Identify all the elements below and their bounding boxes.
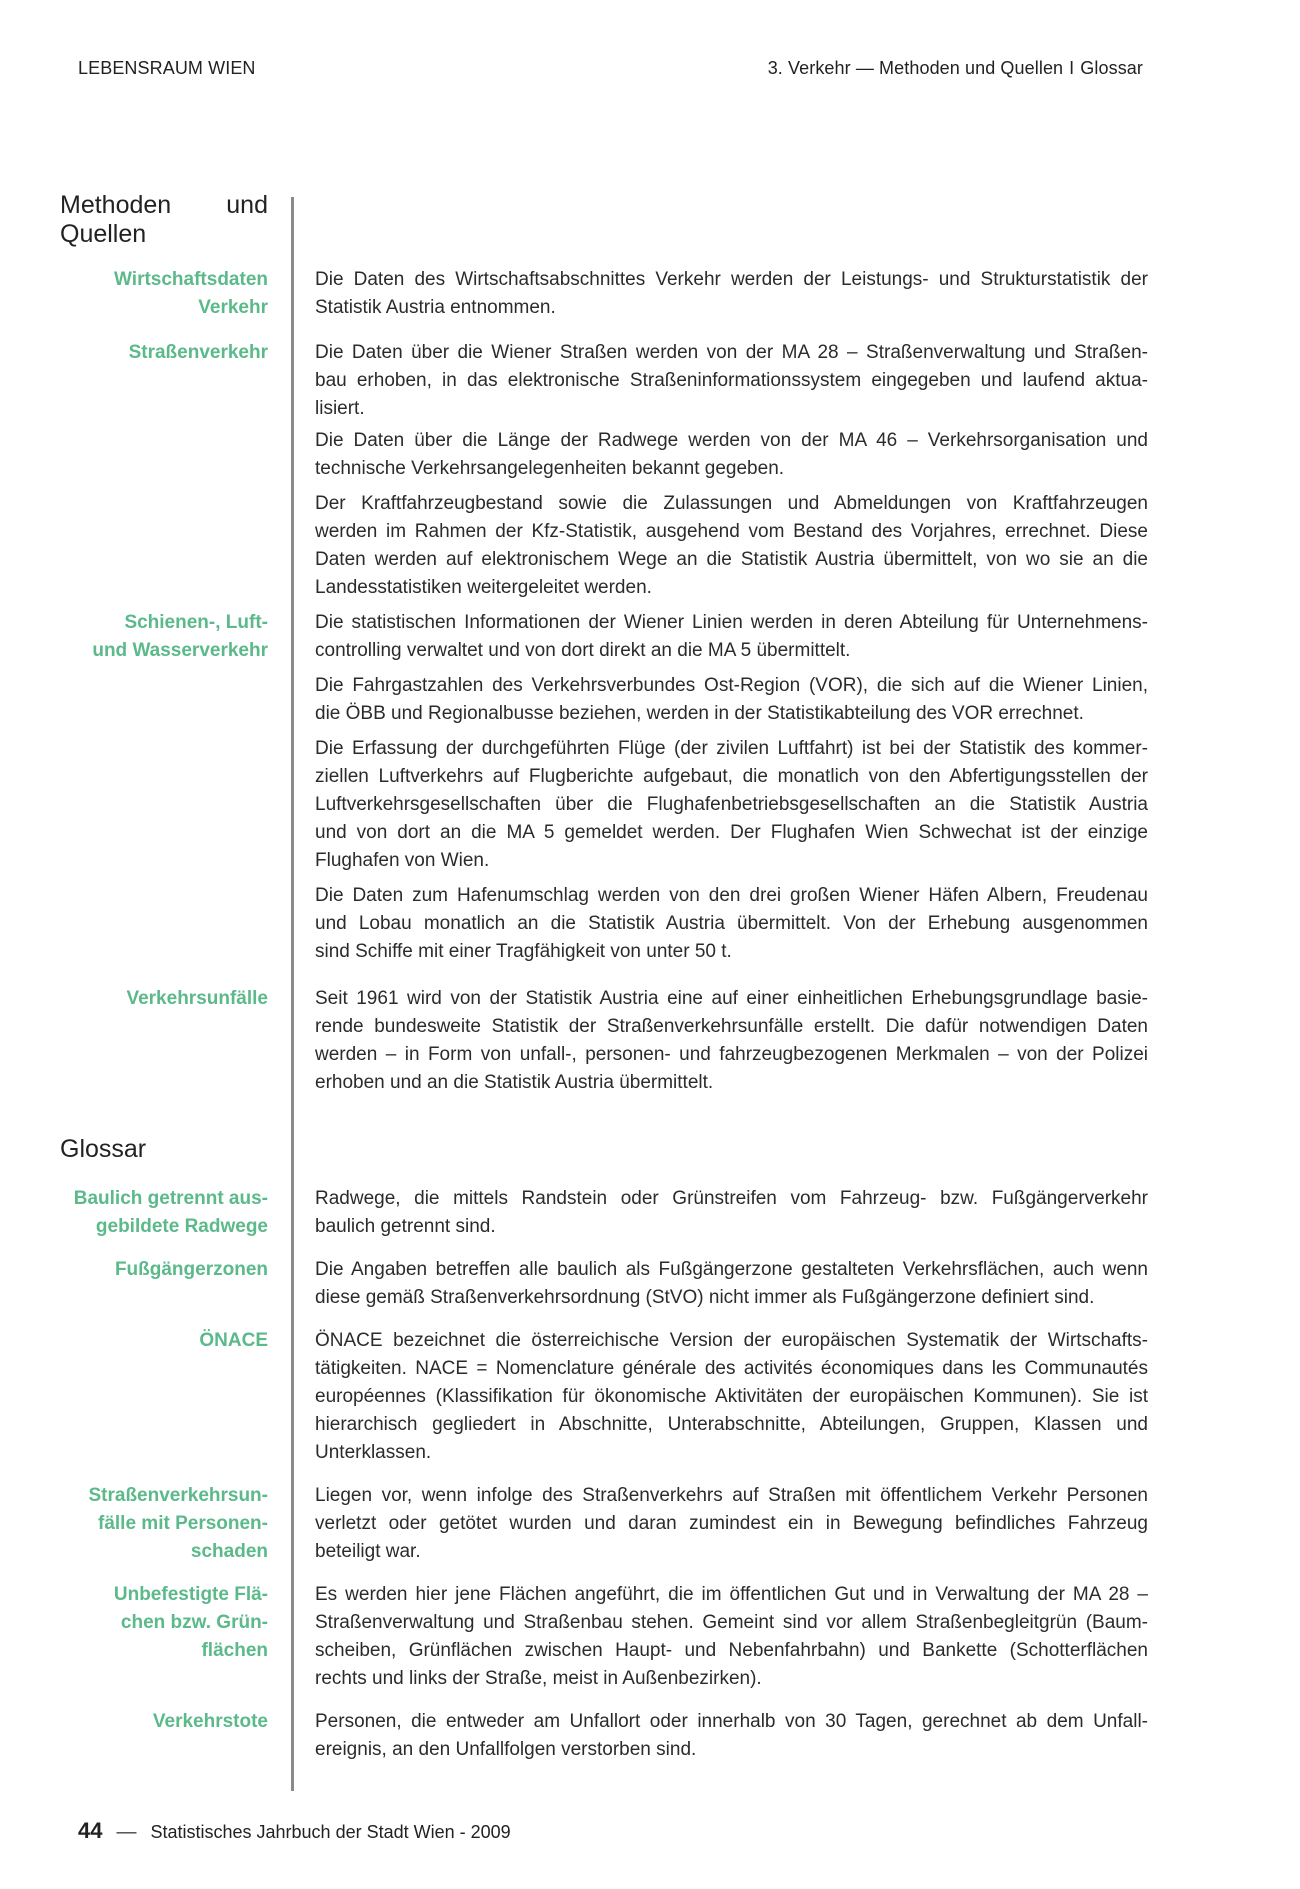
term-line: Schienen-, Luft- [124,612,268,633]
footer-dash: — [116,1821,137,1843]
text-line: Personen, die entweder am Unfallort oder innerhalb von 30 Tagen, gerechnet ab dem Unfall- [315,1711,1148,1732]
page-number: 44 [78,1818,103,1843]
text-line: Luftverkehrsgesellschaften über die Flughafenbetriebsgesellschaften an die Statistik Austria [315,794,1148,815]
text-line: hierarchisch gegliedert in Abschnitte, Unterabschnitte, Abteilungen, Gruppen, Klassen und [315,1414,1148,1435]
paragraph-fluege [315,735,1148,875]
heading-line: Methoden und [60,191,268,219]
heading-line: Quellen [60,220,147,248]
text-line: technische Verkehrsangelegenheiten bekannt gegeben. [315,458,785,479]
paragraph-wiener-linien [315,609,1148,665]
text-line: Radwege, die mittels Randstein oder Grünstreifen vom Fahrzeug- bzw. Fußgängerverkehr [315,1188,1148,1209]
text-line: werden im Rahmen der Kfz-Statistik, ausgehend vom Bestand des Vorjahres, errechnet. Diese [315,521,1148,542]
text-line: Der Kraftfahrzeugbestand sowie die Zulassungen und Abmeldungen von Kraftfahrzeugen [315,493,1148,514]
term-verkehrsunfaelle [60,985,268,1013]
page-footer [78,1818,511,1844]
text-line: Unterklassen. [315,1442,432,1463]
term-line: Verkehr [198,297,268,318]
header-section-title: 3. Verkehr — Methoden und Quellen [767,58,1064,78]
paragraph-verkehrstote [315,1708,1148,1764]
text-line: européennes (Klassifikation für ökonomische Aktivitäten der europäischen Kommunen). Sie ist [315,1386,1148,1407]
text-line: Die Daten über die Wiener Straßen werden von der MA 28 – Straßenverwaltung und Straßen- [315,342,1148,363]
term-schienen-luft-wasser [60,609,268,665]
term-strassenverkehrsunfaelle-personenschaden [60,1482,268,1566]
section-heading-glossar [60,1135,268,1164]
publication-title: Statistisches Jahrbuch der Stadt Wien - 2009 [150,1822,511,1842]
term-line: Baulich getrennt aus- [73,1188,268,1209]
term-line: flächen [201,1640,268,1661]
paragraph-personenschaden [315,1482,1148,1566]
text-line: sind Schiffe mit einer Tragfähigkeit von unter 50 t. [315,941,732,962]
term-line: fälle mit Personen- [98,1513,268,1534]
text-line: diese gemäß Straßenverkehrsordnung (StVO) nicht immer als Fußgängerzone definiert sind. [315,1287,1095,1308]
paragraph-verkehrsunfaelle [315,985,1148,1097]
section-heading-methoden [60,191,268,249]
term-line: chen bzw. Grün- [120,1612,268,1633]
text-line: Die Fahrgastzahlen des Verkehrsverbundes Ost-Region (VOR), die sich auf die Wiener Linien, [315,675,1148,696]
paragraph-unbefestigte-flaechen [315,1581,1148,1693]
term-baulich-getrennte-radwege [60,1185,268,1241]
term-line: Fußgängerzonen [114,1259,268,1280]
text-line: und Lobau monatlich an die Statistik Austria übermittelt. Von der Erhebung ausgenommen [315,913,1148,934]
paragraph-wirtschaftsdaten [315,266,1148,322]
header-subsection-title: Glossar [1080,58,1143,78]
term-unbefestigte-flaechen [60,1581,268,1665]
paragraph-strassen [315,339,1148,423]
paragraph-oenace [315,1327,1148,1467]
text-line: Straßenverwaltung und Straßenbau stehen. Gemeint sind vor allem Straßenbegleitgrün (Baum- [315,1612,1148,1633]
term-line: Verkehrsunfälle [126,988,268,1009]
term-line: Unbefestigte Flä- [113,1584,268,1605]
term-line: und Wasserverkehr [92,640,268,661]
term-line: Wirtschaftsdaten [114,269,268,290]
text-line: Daten werden auf elektronischem Wege an die Statistik Austria übermittelt, von wo sie an die [315,549,1148,570]
text-line: Liegen vor, wenn infolge des Straßenverkehrs auf Straßen mit öffentlichem Verkehr Personen [315,1485,1148,1506]
column-divider-line [291,197,294,1791]
text-line: die ÖBB und Regionalbusse beziehen, werden in der Statistikabteilung des VOR errechnet. [315,703,1084,724]
text-line: verletzt oder getötet wurden und daran zumindest ein in Bewegung befindliches Fahrzeug [315,1513,1148,1534]
term-verkehrstote [60,1708,268,1736]
term-line: ÖNACE [199,1330,268,1351]
term-line: Straßenverkehrsun- [88,1485,268,1506]
running-header-left: LEBENSRAUM WIEN [78,58,256,78]
text-line: rende bundesweite Statistik der Straßenverkehrsunfälle erstellt. Die dafür notwendigen Daten [315,1016,1148,1037]
term-fussgaengerzonen [60,1256,268,1284]
paragraph-kraftfahrzeug [315,490,1148,602]
text-line: Die Daten des Wirtschaftsabschnittes Verkehr werden der Leistungs- und Strukturstatistik der [315,269,1148,290]
text-line: baulich getrennt sind. [315,1216,496,1237]
text-line: scheiben, Grünflächen zwischen Haupt- und Nebenfahrbahn) und Bankette (Schotterflächen [315,1640,1148,1661]
text-line: Die Daten zum Hafenumschlag werden von den drei großen Wiener Häfen Albern, Freudenau [315,885,1148,906]
text-line: Seit 1961 wird von der Statistik Austria eine auf einer einheitlichen Erhebungsgrundlage basie- [315,988,1148,1009]
term-oenace [60,1327,268,1355]
term-line: Verkehrstote [152,1711,268,1732]
text-line: beteiligt war. [315,1541,421,1562]
text-line: Flughafen von Wien. [315,850,490,871]
header-separator: I [1069,58,1075,78]
running-header-right [768,58,1143,79]
paragraph-vor [315,672,1148,728]
text-line: und von dort an die MA 5 gemeldet werden. Der Flughafen Wien Schwechat ist der einzige [315,822,1148,843]
term-line: Straßenverkehr [128,342,268,363]
text-line: Die Erfassung der durchgeführten Flüge (der zivilen Luftfahrt) ist bei der Statistik des kommer- [315,738,1148,759]
text-line: erhoben und an die Statistik Austria übermittelt. [315,1072,714,1093]
text-line: ÖNACE bezeichnet die österreichische Version der europäischen Systematik der Wirtschafts- [315,1330,1148,1351]
term-line: gebildete Radwege [95,1216,268,1237]
paragraph-fussgaengerzonen [315,1256,1148,1312]
term-line: schaden [190,1541,268,1562]
text-line: rechts und links der Straße, meist in Außenbezirken). [315,1668,762,1689]
text-line: ereignis, an den Unfallfolgen verstorben sind. [315,1739,697,1760]
term-strassenverkehr [60,339,268,367]
paragraph-radwege [315,427,1148,483]
text-line: Es werden hier jene Flächen angeführt, die im öffentlichen Gut und in Verwaltung der MA 28 – [315,1584,1148,1605]
text-line: tätigkeiten. NACE = Nomenclature générale des activités économiques dans les Communautés [315,1358,1148,1379]
text-line: Die statistischen Informationen der Wiener Linien werden in deren Abteilung für Unternehmens- [315,612,1148,633]
text-line: Statistik Austria entnommen. [315,297,556,318]
paragraph-hafenumschlag [315,882,1148,966]
text-line: Die Angaben betreffen alle baulich als Fußgängerzone gestalteten Verkehrsflächen, auch wenn [315,1259,1148,1280]
text-line: Die Daten über die Länge der Radwege werden von der MA 46 – Verkehrsorganisation und [315,430,1148,451]
text-line: Landesstatistiken weitergeleitet werden. [315,577,652,598]
text-line: lisiert. [315,398,365,419]
text-line: bau erhoben, in das elektronische Straßeninformationssystem eingegeben und laufend aktua- [315,370,1148,391]
term-wirtschaftsdaten-verkehr [60,266,268,322]
text-line: werden – in Form von unfall-, personen- und fahrzeugbezogenen Merkmalen – von der Polizei [315,1044,1148,1065]
text-line: ziellen Luftverkehrs auf Flugberichte aufgebaut, die monatlich von den Abfertigungsstellen der [315,766,1148,787]
heading-line: Glossar [60,1135,147,1163]
text-line: controlling verwaltet und von dort direkt an die MA 5 übermittelt. [315,640,851,661]
paragraph-radwege-definition [315,1185,1148,1241]
